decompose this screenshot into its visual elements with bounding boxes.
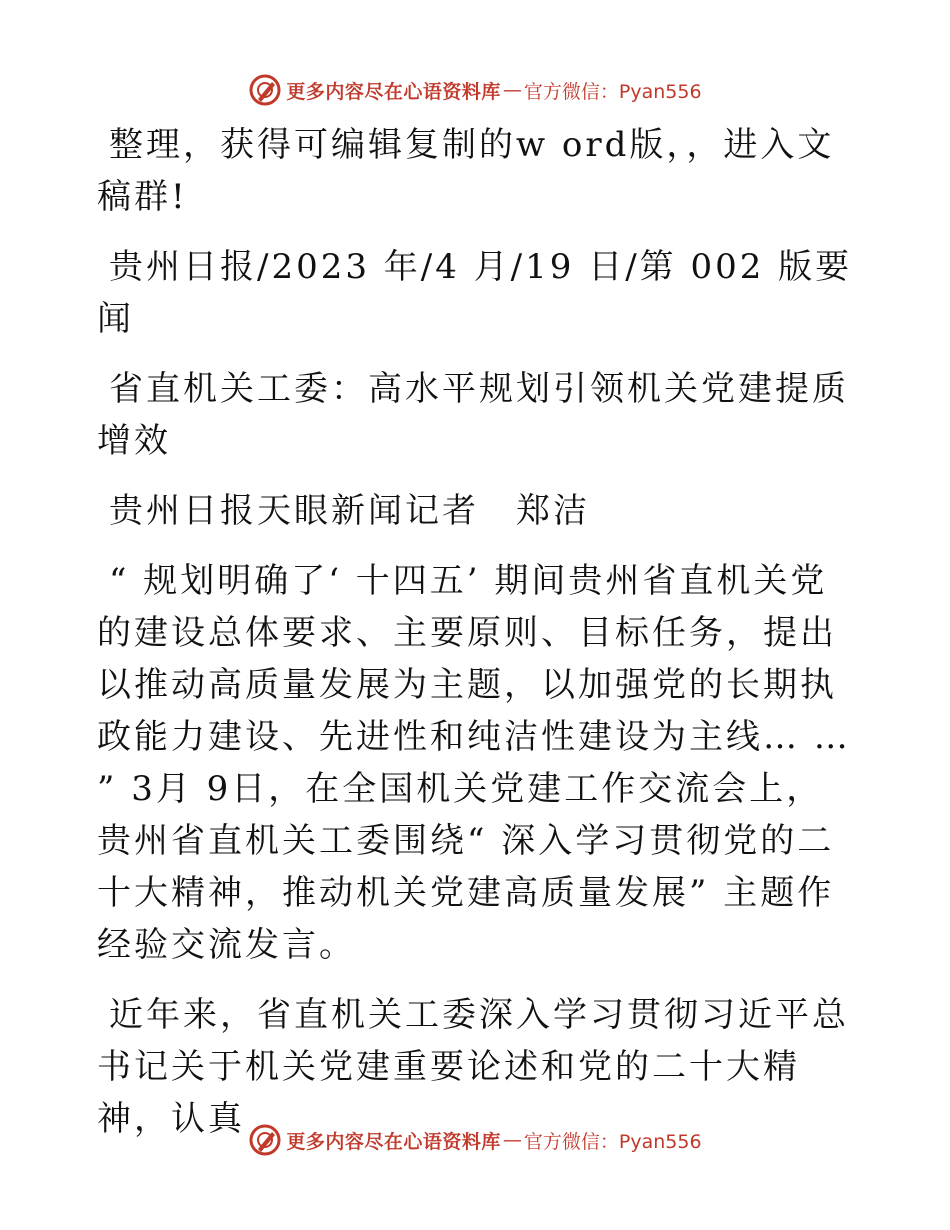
pen-circle-logo-icon: [248, 1123, 282, 1157]
article-paragraph: “ 规划明确了‘ 十四五’ 期间贵州省直机关党的建设总体要求、主要原则、目标任务，提出以推动高质量发展为主题，以加强党的长期执政能力建设、先进性和纯洁性建设为主线… … ” 3月 9日，在全国机关党建工作交流会上，贵州省直机关工委围绕“ 深入学习贯彻党的二十大精神，推动机关党建高质量发展” 主题作经验交流发言。: [97, 561, 851, 965]
article-headline: 省直机关工委：高水平规划引领机关党建提质增效: [97, 369, 849, 461]
document-body: [97, 119, 857, 1163]
footer-banner: [0, 1120, 950, 1160]
article-paragraph: 近年来，省直机关工委深入学习贯彻习近平总书记关于机关党建重要论述和党的二十大精神，认真: [97, 995, 849, 1139]
article-byline: 贵州日报天眼新闻记者 郑洁: [109, 491, 590, 531]
banner-separator: —: [502, 79, 522, 101]
banner-brand-text: 更多内容尽在心语资料库: [286, 1130, 501, 1153]
header-banner: [0, 70, 950, 110]
intro-text: 整理，获得可编辑复制的w ord版，，进入文稿群!: [97, 125, 835, 217]
source-line: 贵州日报/2023 年/4 月/19 日/第 002 版要闻: [97, 247, 853, 339]
banner-wechat-text: 官方微信：Pyan556: [523, 1130, 702, 1153]
banner-separator: —: [502, 1129, 522, 1151]
pen-circle-logo-icon: [248, 73, 282, 107]
banner-wechat-text: 官方微信：Pyan556: [523, 80, 702, 103]
banner-brand-text: 更多内容尽在心语资料库: [286, 80, 501, 103]
